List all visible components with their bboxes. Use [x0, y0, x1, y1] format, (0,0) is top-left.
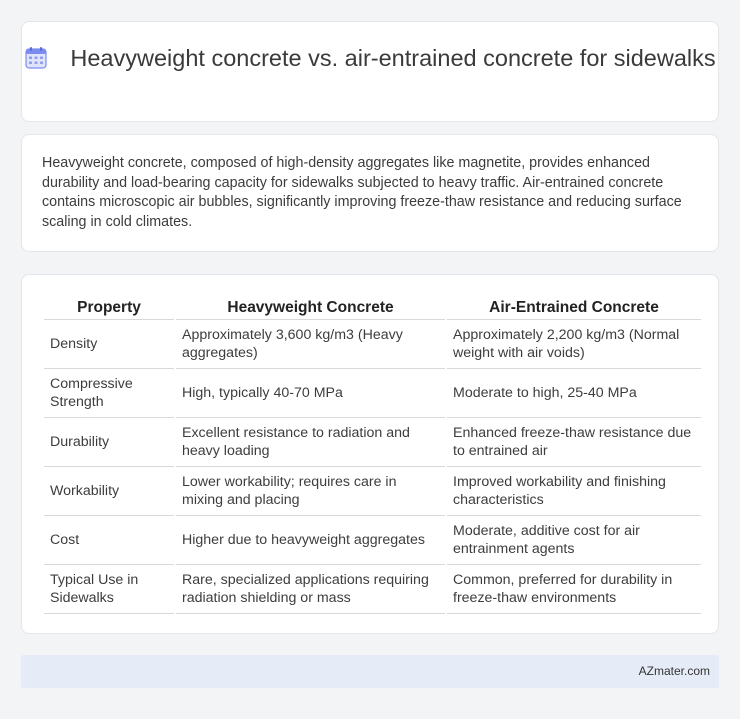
header-heavyweight: Heavyweight Concrete: [176, 295, 445, 320]
header-air-entrained: Air-Entrained Concrete: [447, 295, 701, 320]
header-property: Property: [44, 295, 174, 320]
air-entrained-cell: Enhanced freeze-thaw resistance due to entrained air: [447, 418, 701, 467]
air-entrained-cell: Common, preferred for durability in freeze-thaw environments: [447, 565, 701, 614]
table-row: [44, 369, 701, 418]
heavyweight-cell: Higher due to heavyweight aggregates: [176, 516, 445, 565]
row-label: Workability: [44, 467, 174, 516]
page-title-row: [22, 43, 718, 73]
row-label: Compressive Strength: [44, 369, 174, 418]
heavyweight-cell: Approximately 3,600 kg/m3 (Heavy aggregates): [176, 320, 445, 369]
air-entrained-cell: Approximately 2,200 kg/m3 (Normal weight with air voids): [447, 320, 701, 369]
row-label: Typical Use in Sidewalks: [44, 565, 174, 614]
title-card: [21, 21, 719, 122]
heavyweight-cell: High, typically 40-70 MPa: [176, 369, 445, 418]
row-label: Durability: [44, 418, 174, 467]
footer-brand[interactable]: AZmater.com: [638, 664, 710, 678]
heavyweight-cell: Lower workability; requires care in mixing and placing: [176, 467, 445, 516]
air-entrained-cell: Moderate to high, 25-40 MPa: [447, 369, 701, 418]
table-row: [44, 467, 701, 516]
comparison-table: [42, 295, 703, 614]
row-label: Density: [44, 320, 174, 369]
air-entrained-cell: Improved workability and finishing characteristics: [447, 467, 701, 516]
description-text: Heavyweight concrete, composed of high-density aggregates like magnetite, provides enhanced durability and load-bearing capacity for sidewalks subjected to heavy traffic. Air-entrained concrete contains microscopic air bubbles, significantly improving freeze-thaw resistance and reducing surface scaling in cold climates.: [42, 155, 682, 230]
table-header-row: [44, 295, 701, 320]
page-title: Heavyweight concrete vs. air-entrained concrete for sidewalks: [70, 45, 716, 71]
table-row: [44, 320, 701, 369]
heavyweight-cell: Rare, specialized applications requiring radiation shielding or mass: [176, 565, 445, 614]
air-entrained-cell: Moderate, additive cost for air entrainment agents: [447, 516, 701, 565]
table-row: [44, 418, 701, 467]
comparison-card: [21, 274, 719, 634]
row-label: Cost: [44, 516, 174, 565]
calendar-icon: [24, 46, 48, 70]
footer-bar: [21, 655, 719, 688]
heavyweight-cell: Excellent resistance to radiation and heavy loading: [176, 418, 445, 467]
table-row: [44, 516, 701, 565]
table-row: [44, 565, 701, 614]
description-card: [21, 134, 719, 252]
